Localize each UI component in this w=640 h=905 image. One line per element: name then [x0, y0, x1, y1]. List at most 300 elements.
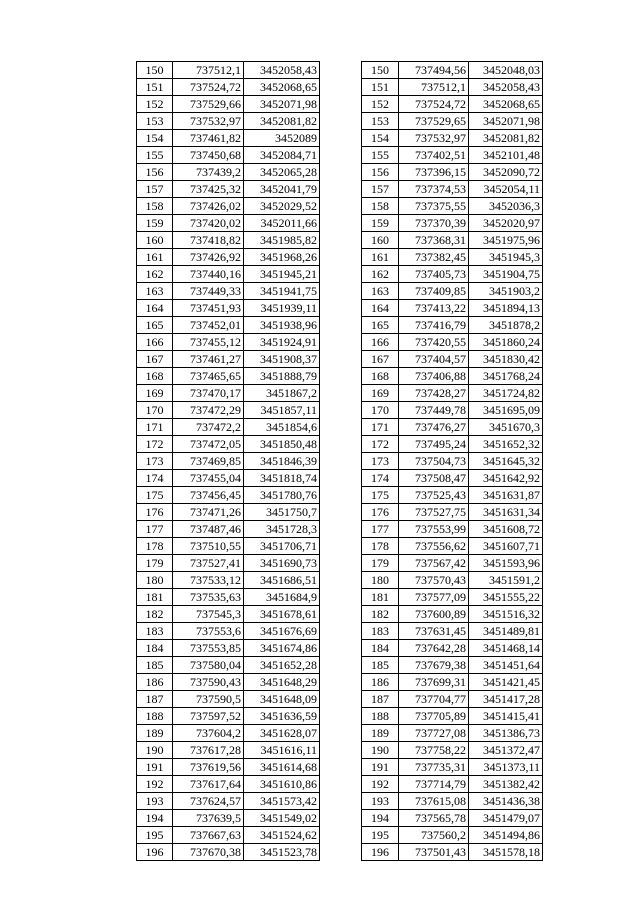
y-coordinate-cell: 3451573,42 [244, 793, 320, 810]
table-row [362, 725, 543, 742]
x-coordinate-cell: 737470,17 [173, 385, 244, 402]
table-row [137, 215, 320, 232]
y-coordinate-cell: 3451968,26 [244, 249, 320, 266]
point-number-cell: 159 [137, 215, 173, 232]
x-coordinate-cell: 737619,56 [173, 759, 244, 776]
point-number-cell: 192 [362, 776, 399, 793]
table-row [137, 589, 320, 606]
x-coordinate-cell: 737456,45 [173, 487, 244, 504]
table-row [137, 300, 320, 317]
point-number-cell: 184 [137, 640, 173, 657]
x-coordinate-cell: 737527,75 [399, 504, 469, 521]
y-coordinate-cell: 3451421,45 [469, 674, 543, 691]
y-coordinate-cell: 3452054,11 [469, 181, 543, 198]
point-number-cell: 192 [137, 776, 173, 793]
point-number-cell: 170 [362, 402, 399, 419]
table-row [137, 776, 320, 793]
y-coordinate-cell: 3451750,7 [244, 504, 320, 521]
table-row [362, 742, 543, 759]
y-coordinate-cell: 3451724,82 [469, 385, 543, 402]
point-number-cell: 170 [137, 402, 173, 419]
y-coordinate-cell: 3451382,42 [469, 776, 543, 793]
x-coordinate-cell: 737604,2 [173, 725, 244, 742]
y-coordinate-cell: 3451451,64 [469, 657, 543, 674]
point-number-cell: 185 [137, 657, 173, 674]
table-row [362, 708, 543, 725]
x-coordinate-cell: 737524,72 [173, 79, 244, 96]
x-coordinate-cell: 737416,79 [399, 317, 469, 334]
x-coordinate-cell: 737727,08 [399, 725, 469, 742]
x-coordinate-cell: 737699,31 [399, 674, 469, 691]
x-coordinate-cell: 737465,65 [173, 368, 244, 385]
y-coordinate-cell: 3451878,2 [469, 317, 543, 334]
x-coordinate-cell: 737469,85 [173, 453, 244, 470]
table-row [137, 147, 320, 164]
table-row [137, 62, 320, 79]
table-row [137, 436, 320, 453]
y-coordinate-cell: 3451678,61 [244, 606, 320, 623]
point-number-cell: 190 [362, 742, 399, 759]
y-coordinate-cell: 3451676,69 [244, 623, 320, 640]
y-coordinate-cell: 3451436,38 [469, 793, 543, 810]
point-number-cell: 184 [362, 640, 399, 657]
point-number-cell: 183 [362, 623, 399, 640]
x-coordinate-cell: 737545,3 [173, 606, 244, 623]
point-number-cell: 193 [137, 793, 173, 810]
point-number-cell: 178 [137, 538, 173, 555]
table-row [137, 317, 320, 334]
table-row [362, 181, 543, 198]
x-coordinate-cell: 737577,09 [399, 589, 469, 606]
x-coordinate-cell: 737406,88 [399, 368, 469, 385]
table-row [362, 606, 543, 623]
x-coordinate-cell: 737567,42 [399, 555, 469, 572]
y-coordinate-cell: 3451489,81 [469, 623, 543, 640]
point-number-cell: 160 [362, 232, 399, 249]
table-row [137, 181, 320, 198]
table-row [137, 96, 320, 113]
x-coordinate-cell: 737426,02 [173, 198, 244, 215]
coordinates-table-right-body [362, 62, 543, 861]
table-row [137, 487, 320, 504]
y-coordinate-cell: 3451780,76 [244, 487, 320, 504]
table-row [137, 555, 320, 572]
table-row [137, 623, 320, 640]
x-coordinate-cell: 737553,85 [173, 640, 244, 657]
table-row [137, 657, 320, 674]
point-number-cell: 181 [137, 589, 173, 606]
y-coordinate-cell: 3451924,91 [244, 334, 320, 351]
table-row [137, 640, 320, 657]
y-coordinate-cell: 3451628,07 [244, 725, 320, 742]
x-coordinate-cell: 737420,02 [173, 215, 244, 232]
y-coordinate-cell: 3451857,11 [244, 402, 320, 419]
y-coordinate-cell: 3451860,24 [469, 334, 543, 351]
y-coordinate-cell: 3452089 [244, 130, 320, 147]
point-number-cell: 161 [362, 249, 399, 266]
y-coordinate-cell: 3451524,62 [244, 827, 320, 844]
table-row [137, 759, 320, 776]
x-coordinate-cell: 737455,12 [173, 334, 244, 351]
x-coordinate-cell: 737580,04 [173, 657, 244, 674]
y-coordinate-cell: 3451386,73 [469, 725, 543, 742]
y-coordinate-cell: 3451706,71 [244, 538, 320, 555]
table-row [362, 521, 543, 538]
x-coordinate-cell: 737600,89 [399, 606, 469, 623]
table-row [362, 793, 543, 810]
table-row [362, 266, 543, 283]
table-row [362, 402, 543, 419]
point-number-cell: 157 [362, 181, 399, 198]
point-number-cell: 166 [362, 334, 399, 351]
table-row [362, 317, 543, 334]
point-number-cell: 151 [362, 79, 399, 96]
x-coordinate-cell: 737512,1 [399, 79, 469, 96]
x-coordinate-cell: 737565,78 [399, 810, 469, 827]
x-coordinate-cell: 737370,39 [399, 215, 469, 232]
table-row [137, 453, 320, 470]
point-number-cell: 177 [137, 521, 173, 538]
x-coordinate-cell: 737639,5 [173, 810, 244, 827]
table-row [362, 113, 543, 130]
y-coordinate-cell: 3451468,14 [469, 640, 543, 657]
point-number-cell: 191 [137, 759, 173, 776]
point-number-cell: 183 [137, 623, 173, 640]
point-number-cell: 190 [137, 742, 173, 759]
table-row [362, 334, 543, 351]
point-number-cell: 151 [137, 79, 173, 96]
y-coordinate-cell: 3452020,97 [469, 215, 543, 232]
point-number-cell: 172 [362, 436, 399, 453]
y-coordinate-cell: 3452058,43 [244, 62, 320, 79]
x-coordinate-cell: 737449,33 [173, 283, 244, 300]
x-coordinate-cell: 737461,82 [173, 130, 244, 147]
x-coordinate-cell: 737525,43 [399, 487, 469, 504]
point-number-cell: 189 [137, 725, 173, 742]
y-coordinate-cell: 3451642,92 [469, 470, 543, 487]
point-number-cell: 189 [362, 725, 399, 742]
table-row [362, 96, 543, 113]
x-coordinate-cell: 737529,66 [173, 96, 244, 113]
y-coordinate-cell: 3451610,86 [244, 776, 320, 793]
table-row [362, 351, 543, 368]
table-row [362, 504, 543, 521]
x-coordinate-cell: 737667,63 [173, 827, 244, 844]
table-row [362, 776, 543, 793]
point-number-cell: 156 [362, 164, 399, 181]
point-number-cell: 194 [137, 810, 173, 827]
y-coordinate-cell: 3452071,98 [244, 96, 320, 113]
y-coordinate-cell: 3451631,34 [469, 504, 543, 521]
point-number-cell: 164 [362, 300, 399, 317]
table-row [137, 334, 320, 351]
point-number-cell: 162 [137, 266, 173, 283]
table-row [137, 419, 320, 436]
x-coordinate-cell: 737418,82 [173, 232, 244, 249]
point-number-cell: 188 [362, 708, 399, 725]
y-coordinate-cell: 3451591,2 [469, 572, 543, 589]
point-number-cell: 186 [362, 674, 399, 691]
x-coordinate-cell: 737368,31 [399, 232, 469, 249]
point-number-cell: 185 [362, 657, 399, 674]
table-row [137, 521, 320, 538]
point-number-cell: 196 [137, 844, 173, 861]
table-row [362, 419, 543, 436]
y-coordinate-cell: 3452011,66 [244, 215, 320, 232]
y-coordinate-cell: 3452081,82 [469, 130, 543, 147]
x-coordinate-cell: 737714,79 [399, 776, 469, 793]
x-coordinate-cell: 737501,43 [399, 844, 469, 861]
point-number-cell: 195 [362, 827, 399, 844]
y-coordinate-cell: 3452058,43 [469, 79, 543, 96]
y-coordinate-cell: 3451614,68 [244, 759, 320, 776]
x-coordinate-cell: 737375,55 [399, 198, 469, 215]
table-row [137, 827, 320, 844]
y-coordinate-cell: 3451516,32 [469, 606, 543, 623]
y-coordinate-cell: 3451945,3 [469, 249, 543, 266]
table-row [137, 725, 320, 742]
y-coordinate-cell: 3452029,52 [244, 198, 320, 215]
x-coordinate-cell: 737476,27 [399, 419, 469, 436]
table-row [137, 793, 320, 810]
table-row [137, 113, 320, 130]
table-row [137, 130, 320, 147]
x-coordinate-cell: 737532,97 [399, 130, 469, 147]
table-row [362, 300, 543, 317]
y-coordinate-cell: 3451608,72 [469, 521, 543, 538]
point-number-cell: 162 [362, 266, 399, 283]
table-row [362, 674, 543, 691]
table-row [362, 538, 543, 555]
point-number-cell: 164 [137, 300, 173, 317]
y-coordinate-cell: 3451846,39 [244, 453, 320, 470]
table-row [137, 538, 320, 555]
x-coordinate-cell: 737570,43 [399, 572, 469, 589]
table-row [362, 640, 543, 657]
table-row [362, 555, 543, 572]
point-number-cell: 177 [362, 521, 399, 538]
point-number-cell: 155 [137, 147, 173, 164]
y-coordinate-cell: 3451549,02 [244, 810, 320, 827]
table-row [362, 232, 543, 249]
x-coordinate-cell: 737590,43 [173, 674, 244, 691]
x-coordinate-cell: 737455,04 [173, 470, 244, 487]
x-coordinate-cell: 737617,64 [173, 776, 244, 793]
table-row [137, 198, 320, 215]
x-coordinate-cell: 737428,27 [399, 385, 469, 402]
point-number-cell: 172 [137, 436, 173, 453]
table-row [137, 606, 320, 623]
table-row [362, 810, 543, 827]
x-coordinate-cell: 737553,6 [173, 623, 244, 640]
point-number-cell: 150 [362, 62, 399, 79]
point-number-cell: 180 [362, 572, 399, 589]
table-row [137, 691, 320, 708]
x-coordinate-cell: 737512,1 [173, 62, 244, 79]
point-number-cell: 165 [362, 317, 399, 334]
x-coordinate-cell: 737472,05 [173, 436, 244, 453]
point-number-cell: 187 [362, 691, 399, 708]
point-number-cell: 171 [137, 419, 173, 436]
x-coordinate-cell: 737527,41 [173, 555, 244, 572]
y-coordinate-cell: 3451645,32 [469, 453, 543, 470]
point-number-cell: 157 [137, 181, 173, 198]
table-row [362, 283, 543, 300]
x-coordinate-cell: 737670,38 [173, 844, 244, 861]
point-number-cell: 168 [362, 368, 399, 385]
y-coordinate-cell: 3451578,18 [469, 844, 543, 861]
point-number-cell: 165 [137, 317, 173, 334]
x-coordinate-cell: 737440,16 [173, 266, 244, 283]
x-coordinate-cell: 737631,45 [399, 623, 469, 640]
y-coordinate-cell: 3451908,37 [244, 351, 320, 368]
y-coordinate-cell: 3451888,79 [244, 368, 320, 385]
y-coordinate-cell: 3451686,51 [244, 572, 320, 589]
x-coordinate-cell: 737449,78 [399, 402, 469, 419]
table-row [137, 79, 320, 96]
x-coordinate-cell: 737425,32 [173, 181, 244, 198]
point-number-cell: 188 [137, 708, 173, 725]
x-coordinate-cell: 737382,45 [399, 249, 469, 266]
y-coordinate-cell: 3451903,2 [469, 283, 543, 300]
point-number-cell: 168 [137, 368, 173, 385]
point-number-cell: 167 [362, 351, 399, 368]
x-coordinate-cell: 737524,72 [399, 96, 469, 113]
point-number-cell: 159 [362, 215, 399, 232]
coordinates-table-left-body [137, 62, 320, 861]
point-number-cell: 174 [137, 470, 173, 487]
x-coordinate-cell: 737532,97 [173, 113, 244, 130]
point-number-cell: 174 [362, 470, 399, 487]
x-coordinate-cell: 737472,2 [173, 419, 244, 436]
table-row [362, 385, 543, 402]
table-row [137, 385, 320, 402]
x-coordinate-cell: 737404,57 [399, 351, 469, 368]
table-row [362, 759, 543, 776]
x-coordinate-cell: 737758,22 [399, 742, 469, 759]
x-coordinate-cell: 737420,55 [399, 334, 469, 351]
table-row [137, 572, 320, 589]
point-number-cell: 191 [362, 759, 399, 776]
point-number-cell: 175 [137, 487, 173, 504]
table-row [137, 844, 320, 861]
point-number-cell: 161 [137, 249, 173, 266]
y-coordinate-cell: 3451867,2 [244, 385, 320, 402]
point-number-cell: 160 [137, 232, 173, 249]
x-coordinate-cell: 737529,65 [399, 113, 469, 130]
y-coordinate-cell: 3451494,86 [469, 827, 543, 844]
point-number-cell: 175 [362, 487, 399, 504]
point-number-cell: 155 [362, 147, 399, 164]
table-row [137, 351, 320, 368]
y-coordinate-cell: 3451904,75 [469, 266, 543, 283]
point-number-cell: 169 [137, 385, 173, 402]
y-coordinate-cell: 3451695,09 [469, 402, 543, 419]
table-row [137, 708, 320, 725]
y-coordinate-cell: 3451648,29 [244, 674, 320, 691]
point-number-cell: 154 [137, 130, 173, 147]
x-coordinate-cell: 737439,2 [173, 164, 244, 181]
y-coordinate-cell: 3451479,07 [469, 810, 543, 827]
y-coordinate-cell: 3451631,87 [469, 487, 543, 504]
table-row [362, 79, 543, 96]
x-coordinate-cell: 737413,22 [399, 300, 469, 317]
table-row [362, 164, 543, 181]
y-coordinate-cell: 3451768,24 [469, 368, 543, 385]
y-coordinate-cell: 3451975,96 [469, 232, 543, 249]
y-coordinate-cell: 3452071,98 [469, 113, 543, 130]
point-number-cell: 163 [137, 283, 173, 300]
point-number-cell: 176 [137, 504, 173, 521]
y-coordinate-cell: 3451690,73 [244, 555, 320, 572]
table-row [137, 249, 320, 266]
point-number-cell: 195 [137, 827, 173, 844]
point-number-cell: 178 [362, 538, 399, 555]
table-row [362, 657, 543, 674]
y-coordinate-cell: 3451652,28 [244, 657, 320, 674]
table-row [362, 436, 543, 453]
y-coordinate-cell: 3452065,28 [244, 164, 320, 181]
x-coordinate-cell: 737471,26 [173, 504, 244, 521]
x-coordinate-cell: 737556,62 [399, 538, 469, 555]
y-coordinate-cell: 3451670,3 [469, 419, 543, 436]
x-coordinate-cell: 737510,55 [173, 538, 244, 555]
table-row [362, 215, 543, 232]
table-row [362, 453, 543, 470]
x-coordinate-cell: 737409,85 [399, 283, 469, 300]
x-coordinate-cell: 737402,51 [399, 147, 469, 164]
y-coordinate-cell: 3451636,59 [244, 708, 320, 725]
point-number-cell: 153 [137, 113, 173, 130]
point-number-cell: 173 [137, 453, 173, 470]
x-coordinate-cell: 737705,89 [399, 708, 469, 725]
table-row [137, 232, 320, 249]
y-coordinate-cell: 3451616,11 [244, 742, 320, 759]
y-coordinate-cell: 3451555,22 [469, 589, 543, 606]
table-row [137, 368, 320, 385]
y-coordinate-cell: 3451648,09 [244, 691, 320, 708]
x-coordinate-cell: 737617,28 [173, 742, 244, 759]
x-coordinate-cell: 737508,47 [399, 470, 469, 487]
point-number-cell: 166 [137, 334, 173, 351]
point-number-cell: 193 [362, 793, 399, 810]
table-row [137, 504, 320, 521]
y-coordinate-cell: 3452084,71 [244, 147, 320, 164]
y-coordinate-cell: 3451523,78 [244, 844, 320, 861]
point-number-cell: 187 [137, 691, 173, 708]
y-coordinate-cell: 3451674,86 [244, 640, 320, 657]
point-number-cell: 152 [137, 96, 173, 113]
y-coordinate-cell: 3451854,6 [244, 419, 320, 436]
point-number-cell: 153 [362, 113, 399, 130]
table-row [362, 572, 543, 589]
x-coordinate-cell: 737615,08 [399, 793, 469, 810]
x-coordinate-cell: 737597,52 [173, 708, 244, 725]
y-coordinate-cell: 3452036,3 [469, 198, 543, 215]
x-coordinate-cell: 737704,77 [399, 691, 469, 708]
y-coordinate-cell: 3452090,72 [469, 164, 543, 181]
point-number-cell: 181 [362, 589, 399, 606]
y-coordinate-cell: 3451894,13 [469, 300, 543, 317]
point-number-cell: 173 [362, 453, 399, 470]
x-coordinate-cell: 737374,53 [399, 181, 469, 198]
x-coordinate-cell: 737396,15 [399, 164, 469, 181]
point-number-cell: 180 [137, 572, 173, 589]
x-coordinate-cell: 737735,31 [399, 759, 469, 776]
table-row [137, 402, 320, 419]
x-coordinate-cell: 737590,5 [173, 691, 244, 708]
x-coordinate-cell: 737504,73 [399, 453, 469, 470]
